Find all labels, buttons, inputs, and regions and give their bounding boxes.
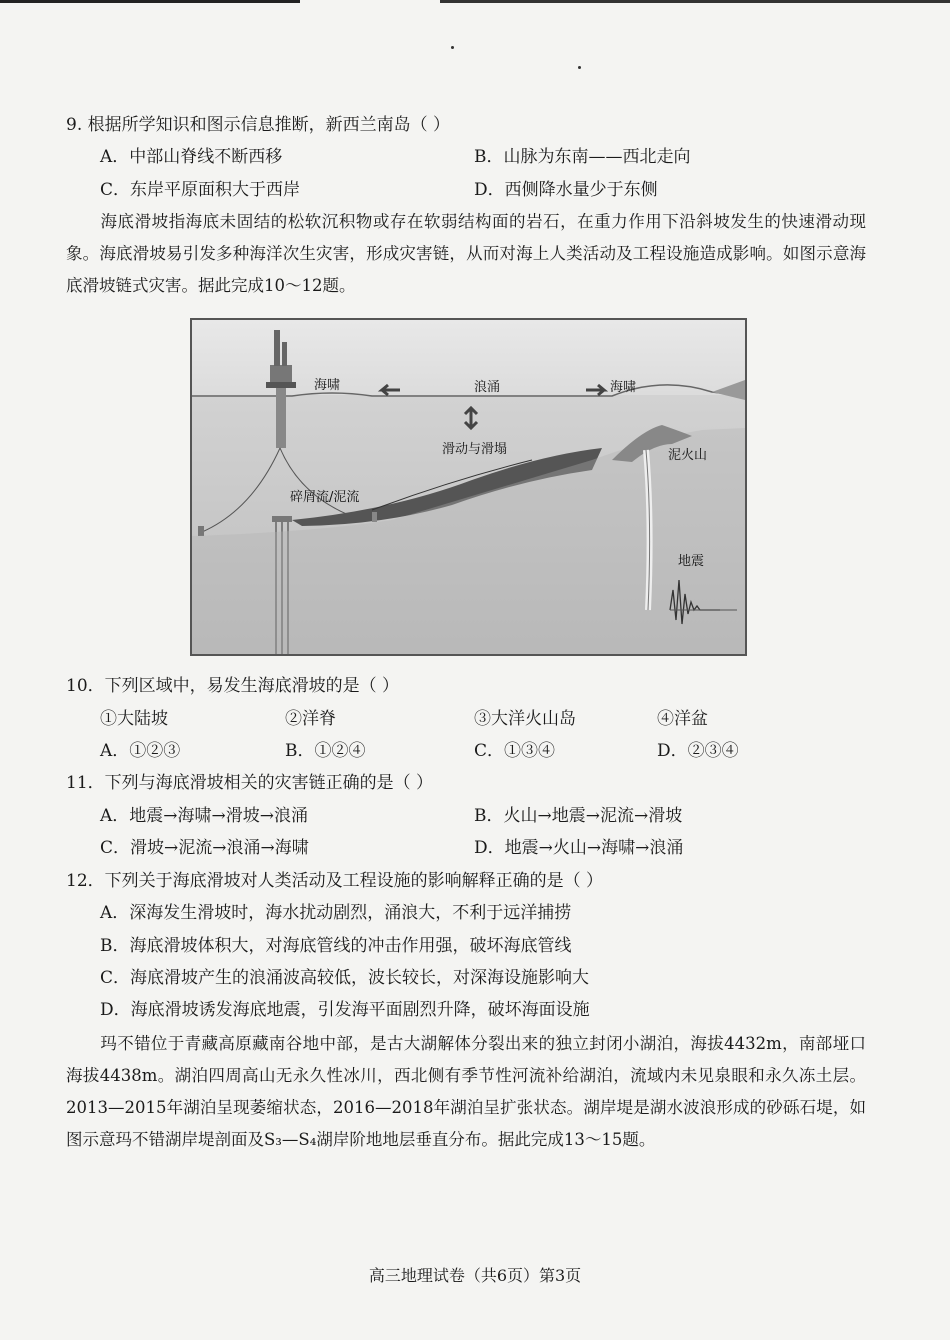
q9-option-a: A．中部山脊线不断西移 xyxy=(100,147,283,167)
q11-option-d: D．地震→火山→海啸→浪涌 xyxy=(474,838,684,858)
label-tsunami-right: 海啸 xyxy=(610,380,637,395)
intro-13-15 xyxy=(66,1028,866,1156)
q9-stem: 9. 根据所学知识和图示信息推断，新西兰南岛（ ） xyxy=(66,115,451,135)
label-surge: 浪涌 xyxy=(474,380,501,395)
q11-option-c: C．滑坡→泥流→浪涌→海啸 xyxy=(100,838,309,858)
q11-option-a: A．地震→海啸→滑坡→浪涌 xyxy=(100,806,309,826)
figure-drawing xyxy=(192,320,745,654)
q10-item-3: ③大洋火山岛 xyxy=(474,709,576,729)
q9-option-c: C．东岸平原面积大于西岸 xyxy=(100,180,301,200)
label-mud-volcano: 泥火山 xyxy=(668,448,708,463)
q10-option-d: D．②③④ xyxy=(657,741,739,761)
q11-option-b: B．火山→地震→泥流→滑坡 xyxy=(474,806,683,826)
q10-item-2: ②洋脊 xyxy=(285,709,336,729)
q12-option-a: A．深海发生滑坡时，海水扰动剧烈，涌浪大，不利于远洋捕捞 xyxy=(100,903,572,923)
intro-10-12-text: 海底滑坡指海底未固结的松软沉积物或存在软弱结构面的岩石，在重力作用下沿斜坡发生的快速滑动现象。海底滑坡易引发多种海洋次生灾害，形成灾害链，从而对海上人类活动及工程设施造成影响。如图示意海底滑坡链式灾害。据此完成10～12题。 xyxy=(66,212,866,295)
page-footer: 高三地理试卷（共6页）第3页 xyxy=(368,1266,582,1285)
top-border xyxy=(0,0,950,4)
q10-option-b: B．①②④ xyxy=(285,741,366,761)
label-slide: 滑动与滑塌 xyxy=(442,442,508,457)
q12-option-c: C．海底滑坡产生的浪涌波高较低，波长较长，对深海设施影响大 xyxy=(100,968,590,988)
q9-option-b: B．山脉为东南——西北走向 xyxy=(474,147,691,167)
q10-option-a: A．①②③ xyxy=(100,741,181,761)
q11-stem: 11．下列与海底滑坡相关的灾害链正确的是（ ） xyxy=(66,773,434,793)
scan-speck xyxy=(451,46,454,49)
q10-item-1: ①大陆坡 xyxy=(100,709,168,729)
label-tsunami-left: 海啸 xyxy=(314,378,341,393)
submarine-landslide-figure xyxy=(190,318,747,656)
q10-item-4: ④洋盆 xyxy=(657,709,708,729)
intro-10-12 xyxy=(66,206,866,302)
label-earthquake: 地震 xyxy=(678,554,705,569)
q9-option-d: D．西侧降水量少于东侧 xyxy=(474,180,658,200)
q12-option-d: D．海底滑坡诱发海底地震，引发海平面剧烈升降，破坏海面设施 xyxy=(100,1000,590,1020)
q10-option-c: C．①③④ xyxy=(474,741,556,761)
q10-stem: 10．下列区域中，易发生海底滑坡的是（ ） xyxy=(66,676,400,696)
intro-13-15-text: 玛不错位于青藏高原藏南谷地中部，是古大湖解体分裂出来的独立封闭小湖泊，海拔4432m，南部垭口海拔4438m。湖泊四周高山无永久性冰川，西北侧有季节性河流补给湖泊，流域内未见泉眼和永久冻土层。2013—2015年湖泊呈现萎缩状态，2016—2018年湖泊呈扩张状态。湖岸堤是湖水波浪形成的砂砾石堤，如图示意玛不错湖岸堤剖面及S₃—S₄湖岸阶地地层垂直分布。据此完成13～15题。 xyxy=(66,1034,866,1149)
q12-stem: 12．下列关于海底滑坡对人类活动及工程设施的影响解释正确的是（ ） xyxy=(66,871,604,891)
label-debris-flow: 碎屑流/泥流 xyxy=(290,490,360,505)
scan-speck xyxy=(578,66,581,69)
q12-option-b: B．海底滑坡体积大，对海底管线的冲击作用强，破坏海底管线 xyxy=(100,936,572,956)
